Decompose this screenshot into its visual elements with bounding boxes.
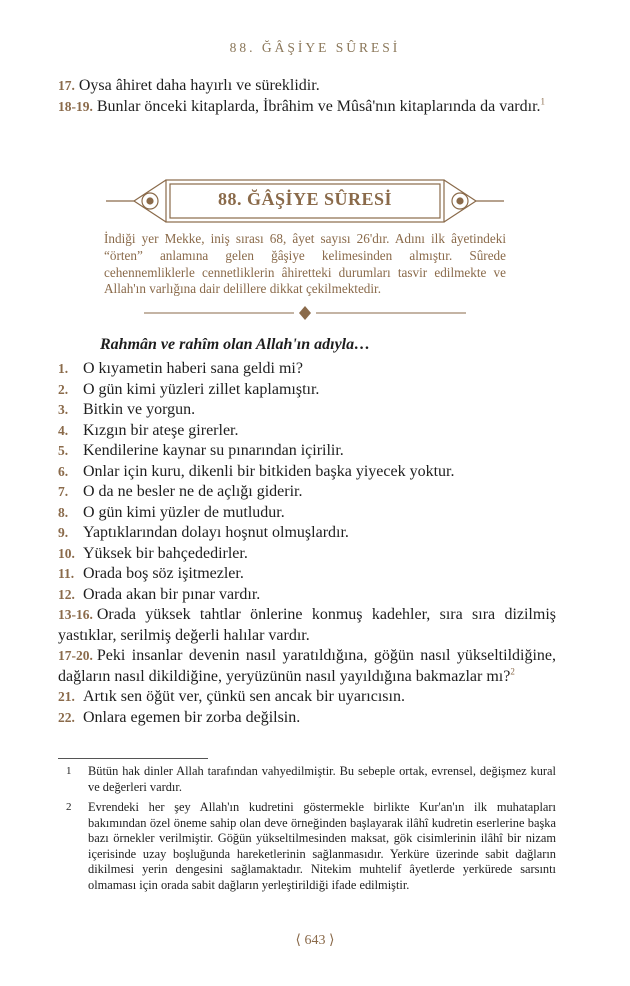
verse-number: 2.	[58, 381, 69, 397]
verse	[58, 400, 556, 421]
verse-text: Onlar için kuru, dikenli bir bitkiden başka yiyecek yoktur.	[83, 462, 455, 480]
verse	[58, 359, 556, 380]
verse	[58, 421, 556, 442]
basmala: Rahmân ve rahîm olan Allah'ın adıyla…	[100, 336, 371, 353]
verse-number: 1.	[58, 361, 69, 376]
verse-number: 22.	[58, 709, 75, 725]
verse-text: Bitkin ve yorgun.	[83, 401, 196, 418]
verse	[58, 462, 556, 483]
running-head: 88. ĞÂŞİYE SÛRESİ	[229, 40, 401, 55]
footnote	[58, 764, 556, 795]
footnote-number: 1	[66, 765, 72, 777]
ornament-left-icon: ⟨	[295, 933, 301, 948]
surah-title: 88. ĞÂŞİYE SÛRESİ	[217, 189, 393, 209]
footnote-text: Evrendeki her şey Allah'ın kudretini göstermekle birlikte Kur'an'ın ilk muhatapları bakımından özel öneme sahip olan deve örneğinden başlayarak ilâhî kudretin eserlerine başka bazı örnekler verilmiştir. Göğün yükseltilmesinden maksat, gök cisimlerinin ilâhî bir nizam içerisinde uzay boşluğunda hareketlerinin sağlanmasıdır. Yerküre üzerinde sabit dağların dikilmesi yerin dengesini sağlamaktadır. Nitekim muhtelif âyetlerde yerkürede sarsıntı olmaması için orada sabit dağların yerleştirildiği ifade edilmiştir.	[88, 800, 556, 892]
verse-text: Orada yüksek tahtlar önlerine konmuş kadehler, sıra sıra dizilmiş yastıklar, serilmiş değerli halılar vardır.	[58, 606, 556, 644]
verse-text: Onlara egemen bir zorba değilsin.	[83, 708, 301, 726]
verse-number: 10.	[58, 545, 75, 561]
verse-number: 3.	[58, 402, 69, 417]
verse-text: O gün kimi yüzler de mutludur.	[83, 503, 285, 521]
surah-introduction: İndiği yer Mekke, iniş sırası 68, âyet sayısı 26'dır. Adını ilk âyetindeki “örten” anlamına gelen ğâşiye kelimesinden almıştır. Sûrede cehennemliklerle cennetliklerin âhiretteki durumları tasvir edilmekte ve Allah'ın varlığına dair delillere dikkat çekilmektedir.	[104, 231, 506, 297]
verse-text: Kendilerine kaynar su pınarından içirilir.	[83, 442, 344, 459]
ornament-right-icon: ⟩	[329, 933, 335, 948]
verse	[58, 482, 556, 503]
verse-text: O kıyametin haberi sana geldi mi?	[83, 360, 303, 377]
verse-number: 13-16.	[58, 607, 93, 622]
verse-number: 18-19.	[58, 98, 93, 114]
verse-text: O da ne besler ne de açlığı giderir.	[83, 483, 303, 500]
verse-number: 17-20.	[58, 648, 93, 663]
verse-text: Kızgın bir ateşe girerler.	[83, 421, 239, 439]
verse-number: 21.	[58, 689, 75, 704]
verse	[58, 646, 556, 687]
verse	[58, 97, 556, 118]
verse-text: Oysa âhiret daha hayırlı ve süreklidir.	[78, 77, 320, 94]
verse-number: 7.	[58, 484, 69, 499]
verse	[58, 441, 556, 462]
verse-text: O gün kimi yüzleri zillet kaplamıştır.	[83, 380, 320, 398]
verse-text: Yaptıklarından dolayı hoşnut olmuşlardır.	[83, 524, 349, 541]
footnote-text: Bütün hak dinler Allah tarafından vahyedilmiştir. Bu sebeple ortak, evrensel, değişmez kural ve değerleri vardır.	[88, 764, 556, 794]
top-verses	[58, 76, 556, 117]
footnote-ref: 2	[510, 666, 515, 677]
verse-number: 4.	[58, 422, 69, 438]
verse-number: 8.	[58, 504, 69, 520]
verse	[58, 523, 556, 544]
verse-list	[58, 359, 556, 728]
verse	[58, 708, 556, 729]
verse-text: Orada boş söz işitmezler.	[83, 565, 244, 582]
footnote-rule	[58, 758, 208, 759]
footnote	[58, 800, 556, 894]
verse	[58, 687, 556, 708]
verse-number: 12.	[58, 586, 75, 602]
verse-number: 5.	[58, 443, 69, 458]
verse	[58, 605, 556, 646]
footnote-number: 2	[66, 801, 72, 813]
verse-text: Artık sen öğüt ver, çünkü sen ancak bir uyarıcısın.	[83, 688, 405, 705]
page-number	[0, 932, 630, 949]
verse	[58, 564, 556, 585]
verse-number: 11.	[58, 566, 75, 581]
verse-text: Bunlar önceki kitaplarda, İbrâhim ve Mûsâ'nın kitaplarında da vardır.	[96, 97, 541, 115]
verse-number: 6.	[58, 463, 69, 479]
verse	[58, 544, 556, 565]
ornament-divider	[104, 305, 506, 321]
verse-number: 17.	[58, 78, 75, 93]
verse	[58, 585, 556, 606]
verse-text: Peki insanlar devenin nasıl yaratıldığına, göğün nasıl yükseltildiğine, dağların nasıl dikildiğine, yeryüzünün nasıl yayıldığına bakmazlar mı?	[58, 647, 556, 685]
verse-number: 9.	[58, 525, 69, 540]
page-number-value: 643	[304, 933, 326, 948]
verse-text: Yüksek bir bahçededirler.	[83, 544, 248, 562]
verse	[58, 76, 556, 97]
verse	[58, 380, 556, 401]
footnote-ref: 1	[540, 96, 546, 107]
verse	[58, 503, 556, 524]
verse-text: Orada akan bir pınar vardır.	[83, 585, 261, 603]
